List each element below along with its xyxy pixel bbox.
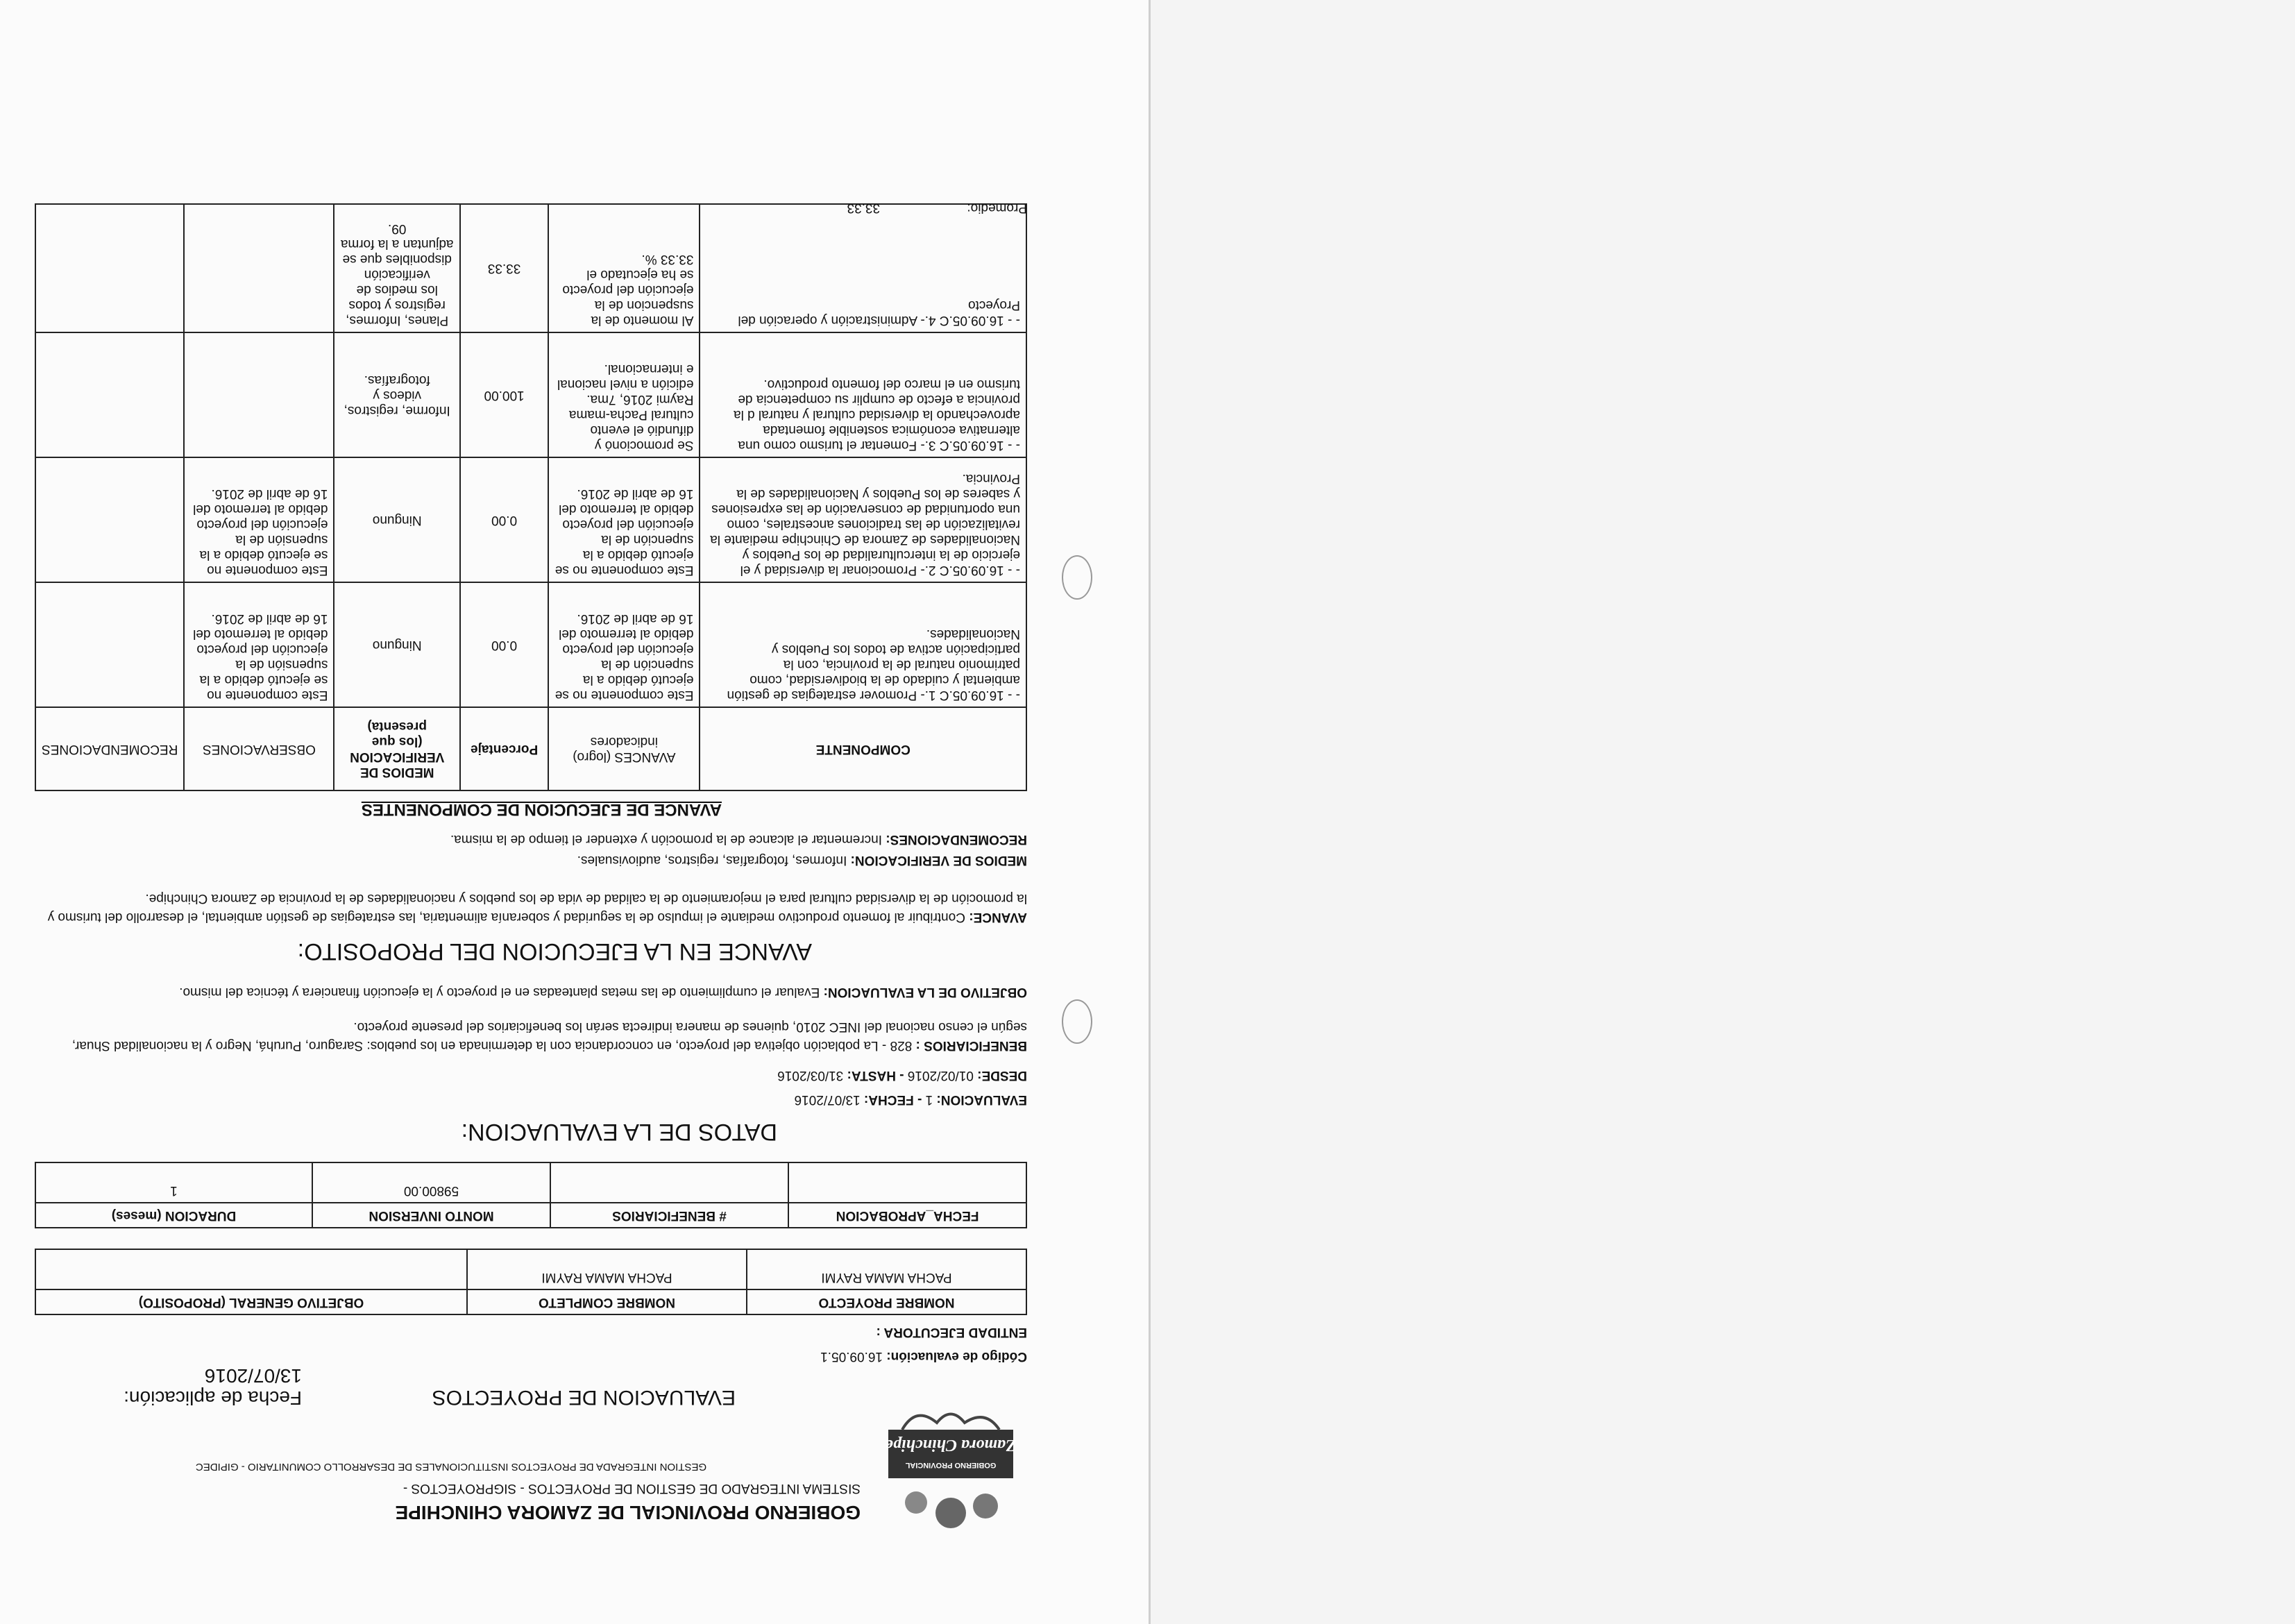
evaluacion-value: 1 bbox=[925, 1092, 933, 1107]
row4-medios: Planes, Informes, registros y todos los medios de verificación disponibles que se adjuntan a la forma 09. bbox=[334, 204, 459, 332]
objetivo-text: Evaluar el cumplimiento de las metas planteadas en el proyecto y la ejecución financiera y técnica del mismo. bbox=[179, 985, 820, 999]
row2-observaciones: Este componente no se ejecutó debido a la supensión de la ejecución del proyecto debido al terremoto del 16 de abril de 2016. bbox=[184, 457, 334, 582]
codigo-label: Código de evaluación: bbox=[886, 1349, 1027, 1364]
row4-componente: - - 16.09.05.C 4.- Administración y operación del Proyecto bbox=[700, 204, 1026, 332]
row1-porcentaje: 0.00 bbox=[460, 582, 548, 707]
nombre-proyecto-value: PACHA MAMA RAYMI bbox=[747, 1249, 1026, 1289]
th-nombre-proyecto: NOMBRE PROYECTO bbox=[747, 1289, 1026, 1314]
promedio-line bbox=[847, 200, 1027, 215]
avance-paragraph bbox=[35, 889, 1027, 927]
desde-label: DESDE: bbox=[977, 1068, 1027, 1083]
componentes-title: AVANCE DE EJECUCION DE COMPONENTES bbox=[361, 800, 722, 819]
page-content-rotated bbox=[35, 125, 1027, 1534]
entidad-label: ENTIDAD EJECUTORA : bbox=[876, 1325, 1027, 1339]
row3-avance: Se promocionó y difundió el evento cultural Pacha-mama Raymi 2016, 7ma. edición a nivel nacional e internacional. bbox=[548, 332, 700, 457]
periodo-line bbox=[777, 1067, 1027, 1083]
row2-componente: - - 16.09.05.C 2.- Promocionar la diversidad y el ejercicio de la interculturalidad de los Pueblos y Nacionalidades de Zamora de Chinchipe mediante la revitalización de las tradiciones ancestrales, como una oportunidad de conservación de las expresiones y saberes de los Pueblos y Nacionalidades de la Provincia. bbox=[700, 457, 1026, 582]
project-details-table bbox=[35, 1162, 1027, 1228]
fecha-aprobacion-value bbox=[788, 1162, 1026, 1203]
entidad-ejecutora bbox=[876, 1324, 1027, 1339]
row1-observaciones: Este componente no se ejecutó debido a la supensión de la ejecución del proyecto debido al terremoto del 16 de abril de 2016. bbox=[184, 582, 334, 707]
objetivo-label: OBJETIVO DE LA EVALUACION: bbox=[823, 985, 1027, 999]
beneficiarios-label: BENEFICIARIOS : bbox=[915, 1038, 1027, 1053]
row3-observaciones bbox=[184, 332, 334, 457]
datos-evaluacion-title: DATOS DE LA EVALUACION: bbox=[461, 1119, 777, 1145]
avance-proposito-title: AVANCE EN LA EJECUCION DEL PROPOSITO: bbox=[297, 938, 812, 965]
row4-recomendaciones bbox=[35, 204, 184, 332]
nombre-completo-value: PACHA MAMA RAYMI bbox=[467, 1249, 747, 1289]
row2-porcentaje: 0.00 bbox=[460, 457, 548, 582]
evaluacion-label: EVALUACION: bbox=[936, 1092, 1027, 1107]
medios-label: MEDIOS DE VERIFICACION: bbox=[850, 853, 1027, 868]
project-info-table bbox=[35, 1249, 1027, 1315]
fecha-label: - FECHA: bbox=[863, 1092, 922, 1107]
medios-text: Informes, fotografías, registros, audiovisuales. bbox=[577, 853, 847, 868]
row1-medios: Ninguno bbox=[334, 582, 459, 707]
row2-recomendaciones bbox=[35, 457, 184, 582]
avance-label: AVANCE: bbox=[969, 910, 1027, 924]
logo-text-top: GOBIERNO PROVINCIAL bbox=[905, 1461, 997, 1469]
org-title: GOBIERNO PROVINCIAL DE ZAMORA CHINCHIPE bbox=[395, 1502, 861, 1523]
codigo-value: 16.09.05.1 bbox=[820, 1349, 883, 1364]
row3-medios: Informe, registros, videos y fotografías. bbox=[334, 332, 459, 457]
medios-verificacion bbox=[35, 852, 1027, 868]
system-name: SISTEMA INTEGRADO DE GESTION DE PROYECTOS - SIGPROYECTOS - bbox=[403, 1481, 861, 1496]
row4-porcentaje: 33.33 bbox=[460, 204, 548, 332]
desde-value: 01/02/2016 bbox=[907, 1068, 974, 1083]
th-fecha-aprobacion: FECHA_APROBACION bbox=[788, 1203, 1026, 1228]
row4-avance: Al momento de la suspencion de la ejecución del proyecto se ha ejecutado el 33.33 %. bbox=[548, 204, 700, 332]
recomendaciones-line bbox=[35, 831, 1027, 847]
recomendaciones-text: Incrementar el alcance de la promoción y extender el tiempo de la misma. bbox=[450, 832, 882, 847]
th-duracion: DURACION (meses) bbox=[35, 1203, 312, 1228]
blank-page bbox=[1151, 0, 2295, 1624]
th-avances: AVANCES (logro) indicadores bbox=[548, 707, 700, 790]
row2-medios: Ninguno bbox=[334, 457, 459, 582]
row1-componente: - - 16.09.05.C 1.- Promover estrategias de gestión ambiental y cuidado de la biodiversidad, como patrimonio natural de la provincia, con la participación activa de todos los Pueblos y Nacionalidades. bbox=[700, 582, 1026, 707]
beneficiarios-paragraph bbox=[35, 1017, 1027, 1055]
objetivo-evaluacion bbox=[35, 984, 1027, 999]
row2-avance: Este componente no se ejecutó debido a la supención de la ejecución del proyecto debido al terremoto del 16 de abril de 2016. bbox=[548, 457, 700, 582]
objetivo-general-value bbox=[35, 1249, 467, 1289]
hole-punch-mark bbox=[1062, 555, 1092, 600]
th-recomendaciones: RECOMENDACIONES bbox=[35, 707, 184, 790]
table-row bbox=[35, 204, 1026, 332]
row4-observaciones bbox=[184, 204, 334, 332]
beneficiarios-text: 828 - La población objetiva del proyecto, en concordancia con la determinada en los pueblos: Saraguro, Puruhá, Negro y la nacionalidad Shuar, según el censo nacional del INEC 2010, quienes de manera indirecta serán los beneficiarios del presente proyecto. bbox=[71, 1020, 1027, 1053]
th-medios: MEDIOS DE VERIFICACION (los que presenta) bbox=[334, 707, 459, 790]
th-monto-inversion: MONTO INVERSION bbox=[312, 1203, 550, 1228]
promedio-value: 33.33 bbox=[847, 201, 881, 215]
row3-recomendaciones bbox=[35, 332, 184, 457]
row3-componente: - - 16.09.05.C 3.- Fomentar el turismo como una alternativa económica sostenible fomentada aprovechando la diversidad cultural y natural d la provincia a efecto de cumplir su competencia de turismo en el marco del fomento productivo. bbox=[700, 332, 1026, 457]
th-nombre-completo: NOMBRE COMPLETO bbox=[467, 1289, 747, 1314]
hasta-value: 31/03/2016 bbox=[777, 1068, 844, 1083]
table-row bbox=[35, 582, 1026, 707]
recomendaciones-label: RECOMENDACIONES: bbox=[886, 832, 1027, 847]
th-observaciones: OBSERVACIONES bbox=[184, 707, 334, 790]
row1-avance: Este componente no se ejecutó debido a la supención de la ejecución del proyecto debido al terremoto del 16 de abril de 2016. bbox=[548, 582, 700, 707]
th-objetivo-general: OBJETIVO GENERAL (PROPOSITO) bbox=[35, 1289, 467, 1314]
codigo-evaluacion bbox=[820, 1348, 1027, 1364]
hasta-label: - HASTA: bbox=[847, 1068, 904, 1083]
subsystem-name: GESTION INTEGRADA DE PROYECTOS INSTITUCIONALES DE DESARROLLO COMUNITARIO - GIPIDEC bbox=[195, 1461, 707, 1473]
row1-recomendaciones bbox=[35, 582, 184, 707]
beneficiarios-value bbox=[550, 1162, 788, 1203]
row3-porcentaje: 100.00 bbox=[460, 332, 548, 457]
zamora-chinchipe-logo bbox=[874, 1402, 1027, 1534]
logo-text-main: Zamora Chinchipe bbox=[886, 1436, 1016, 1454]
monto-inversion-value: 59800.00 bbox=[312, 1162, 550, 1203]
duracion-value: 1 bbox=[35, 1162, 312, 1203]
fecha-aplicacion: Fecha de aplicación: 13/07/2016 bbox=[124, 1365, 302, 1409]
th-beneficiarios: # BENEFICIARIOS bbox=[550, 1203, 788, 1228]
table-row bbox=[35, 332, 1026, 457]
document-title: EVALUACION DE PROYECTOS bbox=[432, 1386, 736, 1409]
avance-text: Contribuir al fomento productivo mediante el impulso de la seguridad y soberanía alimentaria, las estrategias de gestión ambiental, el desarrollo del turismo y la promoción de la diversidad cultural para el mejoramiento de la calidad de vida de los pueblos y nacionalidades de la provincia de Zamora Chinchipe. bbox=[47, 891, 1027, 924]
th-componente: COMPONENTE bbox=[700, 707, 1026, 790]
evaluacion-line bbox=[795, 1092, 1027, 1107]
fecha-value: 13/07/2016 bbox=[794, 1092, 861, 1107]
promedio-label: Promedio: bbox=[967, 201, 1027, 215]
componentes-table bbox=[35, 203, 1027, 791]
hole-punch-mark bbox=[1062, 999, 1092, 1044]
table-row bbox=[35, 457, 1026, 582]
th-porcentaje: Porcentaje bbox=[460, 707, 548, 790]
